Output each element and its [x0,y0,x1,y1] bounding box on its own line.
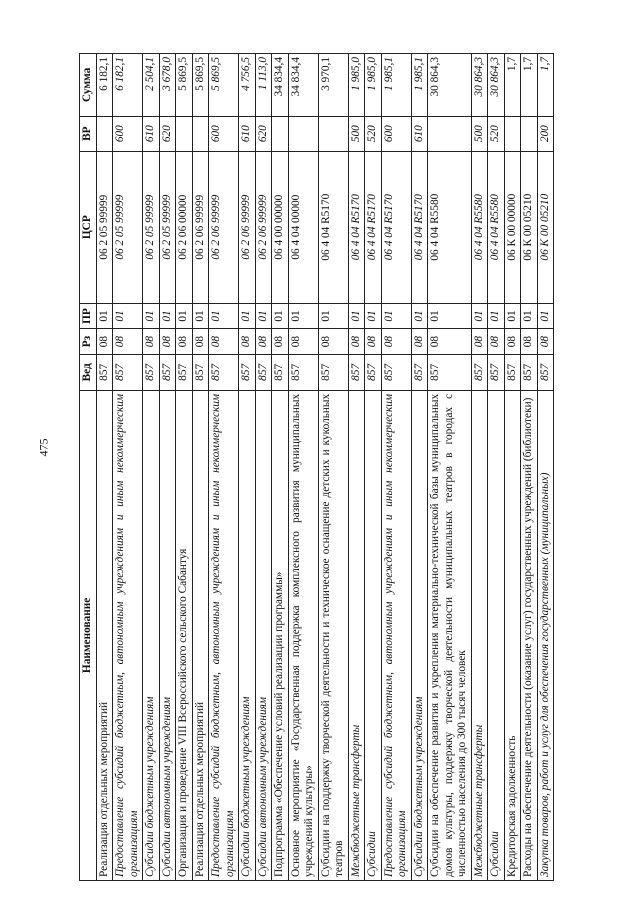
header-pr: ПР [80,303,97,329]
cell-pr: 01 [504,303,521,329]
cell-pr: 01 [209,303,239,329]
cell-vr: 520 [488,116,505,151]
cell-sum: 6 182,1 [96,54,113,117]
cell-rz: 08 [113,329,143,355]
cell-pr: 01 [272,303,289,329]
cell-rz: 08 [537,329,554,355]
cell-name: Межбюджетные трансферты [471,390,488,880]
header-sum: Сумма [80,54,97,117]
table-row [143,54,160,881]
cell-ved: 857 [113,354,143,390]
cell-vr: 610 [143,116,160,151]
cell-name: Предоставление субсидий бюджетным, автономным учреждениям и иным некоммерческим организациям [113,390,143,880]
cell-rz: 08 [96,329,113,355]
header-name: Наименование [80,390,97,880]
cell-vr: 600 [113,116,143,151]
cell-csr: 06 4 04 R5170 [411,151,428,303]
table-row [239,54,256,881]
header-vr: ВР [80,116,97,151]
table-row [159,54,176,881]
table-row [521,54,538,881]
cell-csr: 06 К 00 05210 [521,151,538,303]
cell-ved: 857 [209,354,239,390]
cell-vr: 200 [537,116,554,151]
cell-pr: 01 [365,303,382,329]
cell-rz: 08 [428,329,472,355]
cell-csr: 06 4 04 R5580 [428,151,472,303]
cell-vr: 610 [239,116,256,151]
cell-sum: 1,7 [504,54,521,117]
cell-csr: 06 2 06 99999 [209,151,239,303]
cell-rz: 08 [318,329,348,355]
rotated-page-content [79,53,597,881]
cell-ved: 857 [504,354,521,390]
cell-pr: 01 [96,303,113,329]
cell-vr [318,116,348,151]
cell-sum: 1 985,0 [365,54,382,117]
table-row [96,54,113,881]
cell-csr: 06 4 04 R5580 [488,151,505,303]
cell-pr: 01 [521,303,538,329]
cell-rz: 08 [143,329,160,355]
table-header-row [80,54,97,881]
cell-name: Субсидии бюджетным учреждениям [411,390,428,880]
cell-rz: 08 [209,329,239,355]
cell-name: Субсидии на поддержку творческой деятельности и техническое оснащение детских и кукольных театров [318,390,348,880]
cell-csr: 06 2 06 00000 [176,151,193,303]
cell-sum: 1,7 [521,54,538,117]
cell-sum: 30 864,3 [428,54,472,117]
cell-name: Субсидии на обеспечение развития и укрепления материально-технической базы муниципальных домов культуры, поддержку творческой деятельности муниципальных театров в городах с численностью населения до 300 тысяч человек [428,390,472,880]
cell-csr: 06 К 00 00000 [504,151,521,303]
table-row [288,54,318,881]
cell-sum: 5 869,5 [176,54,193,117]
cell-ved: 857 [272,354,289,390]
table-row [365,54,382,881]
cell-rz: 08 [288,329,318,355]
cell-vr [504,116,521,151]
cell-pr: 01 [159,303,176,329]
cell-name: Субсидии автономным учреждениям [159,390,176,880]
cell-rz: 08 [381,329,411,355]
cell-csr: 06 2 05 99999 [143,151,160,303]
cell-rz: 08 [255,329,272,355]
cell-sum: 3 678,0 [159,54,176,117]
table-row [176,54,193,881]
cell-rz: 08 [239,329,256,355]
cell-csr: 06 2 05 99999 [113,151,143,303]
cell-name: Субсидии [488,390,505,880]
cell-vr: 600 [381,116,411,151]
cell-sum: 6 182,1 [113,54,143,117]
cell-ved: 857 [411,354,428,390]
cell-csr: 06 4 04 00000 [288,151,318,303]
cell-vr [288,116,318,151]
cell-sum: 2 504,1 [143,54,160,117]
cell-csr: 06 2 06 99999 [192,151,209,303]
cell-vr: 520 [365,116,382,151]
page-number: 475 [36,438,51,457]
cell-pr: 01 [428,303,472,329]
cell-name: Межбюджетные трансферты [348,390,365,880]
cell-pr: 01 [239,303,256,329]
cell-name: Основное мероприятие «Государственная поддержка комплексного развития муниципальных учреждений культуры» [288,390,318,880]
table-row [488,54,505,881]
table-row [272,54,289,881]
cell-rz: 08 [471,329,488,355]
cell-sum: 30 864,3 [471,54,488,117]
cell-rz: 08 [192,329,209,355]
cell-ved: 857 [471,354,488,390]
cell-sum: 1 985,0 [348,54,365,117]
table-row [348,54,365,881]
header-ved: Вед [80,354,97,390]
table-row [113,54,143,881]
cell-vr [96,116,113,151]
cell-ved: 857 [428,354,472,390]
cell-sum: 4 756,5 [239,54,256,117]
cell-pr: 01 [288,303,318,329]
cell-rz: 08 [365,329,382,355]
cell-csr: 06 4 00 00000 [272,151,289,303]
cell-ved: 857 [176,354,193,390]
cell-vr [521,116,538,151]
table-row [318,54,348,881]
cell-sum: 1 985,1 [411,54,428,117]
cell-rz: 08 [411,329,428,355]
cell-pr: 01 [471,303,488,329]
cell-name: Подпрограмма «Обеспечение условий реализации программы» [272,390,289,880]
cell-rz: 08 [488,329,505,355]
cell-vr: 620 [255,116,272,151]
cell-pr: 01 [143,303,160,329]
cell-ved: 857 [159,354,176,390]
cell-csr: 06 4 04 R5170 [365,151,382,303]
cell-sum: 34 834,4 [288,54,318,117]
header-rz: Рз [80,329,97,355]
table-row [411,54,428,881]
cell-name: Субсидии [365,390,382,880]
cell-vr: 600 [209,116,239,151]
table-row [428,54,472,881]
cell-vr [428,116,472,151]
cell-rz: 08 [348,329,365,355]
cell-ved: 857 [288,354,318,390]
cell-sum: 34 834,4 [272,54,289,117]
cell-name: Реализация отдельных мероприятий [192,390,209,880]
cell-ved: 857 [318,354,348,390]
cell-rz: 08 [176,329,193,355]
cell-sum: 1,7 [537,54,554,117]
cell-pr: 01 [381,303,411,329]
cell-vr: 500 [471,116,488,151]
cell-csr: 06 2 05 99999 [96,151,113,303]
table-row [537,54,554,881]
cell-pr: 01 [318,303,348,329]
cell-pr: 01 [176,303,193,329]
cell-pr: 01 [537,303,554,329]
cell-sum: 5 869,5 [192,54,209,117]
cell-ved: 857 [255,354,272,390]
cell-name: Реализация отдельных мероприятий [96,390,113,880]
cell-rz: 08 [521,329,538,355]
cell-ved: 857 [192,354,209,390]
cell-ved: 857 [365,354,382,390]
cell-name: Предоставление субсидий бюджетным, автономным учреждениям и иным некоммерческим организациям [209,390,239,880]
cell-pr: 01 [255,303,272,329]
cell-csr: 06 4 04 R5580 [471,151,488,303]
table-row [471,54,488,881]
cell-sum: 30 864,3 [488,54,505,117]
cell-name: Кредиторская задолженность [504,390,521,880]
cell-csr: 06 2 05 99999 [159,151,176,303]
cell-rz: 08 [272,329,289,355]
cell-ved: 857 [381,354,411,390]
cell-vr [176,116,193,151]
cell-sum: 5 869,5 [209,54,239,117]
cell-vr: 620 [159,116,176,151]
table-row [192,54,209,881]
cell-csr: 06 4 04 R5170 [381,151,411,303]
cell-name: Предоставление субсидий бюджетным, автономным учреждениям и иным некоммерческим организациям [381,390,411,880]
cell-pr: 01 [488,303,505,329]
cell-name: Закупка товаров, работ и услуг для обеспечения государственных (муниципальных) [537,390,554,880]
cell-ved: 857 [488,354,505,390]
cell-sum: 3 970,1 [318,54,348,117]
cell-vr: 610 [411,116,428,151]
cell-vr: 500 [348,116,365,151]
cell-sum: 1 985,1 [381,54,411,117]
cell-ved: 857 [96,354,113,390]
cell-ved: 857 [143,354,160,390]
cell-ved: 857 [348,354,365,390]
table-row [504,54,521,881]
cell-name: Субсидии автономным учреждениям [255,390,272,880]
budget-table [79,53,554,881]
cell-csr: 06 4 04 R5170 [318,151,348,303]
table-row [381,54,411,881]
cell-name: Организация и проведение VIII Всероссийского сельского Сабантуя [176,390,193,880]
table-row [255,54,272,881]
cell-rz: 08 [159,329,176,355]
table-row [209,54,239,881]
cell-name: Субсидии бюджетным учреждениям [239,390,256,880]
cell-sum: 1 113,0 [255,54,272,117]
cell-vr [192,116,209,151]
cell-csr: 06 К 00 05210 [537,151,554,303]
cell-name: Расходы на обеспечение деятельности (оказание услуг) государственных учреждений (библиотеки) [521,390,538,880]
cell-pr: 01 [192,303,209,329]
cell-pr: 01 [411,303,428,329]
cell-rz: 08 [504,329,521,355]
cell-ved: 857 [521,354,538,390]
cell-pr: 01 [113,303,143,329]
cell-ved: 857 [239,354,256,390]
cell-csr: 06 2 06 99999 [239,151,256,303]
cell-csr: 06 4 04 R5170 [348,151,365,303]
header-csr: ЦСР [80,151,97,303]
cell-ved: 857 [537,354,554,390]
cell-pr: 01 [348,303,365,329]
cell-name: Субсидии бюджетным учреждениям [143,390,160,880]
cell-csr: 06 2 06 99999 [255,151,272,303]
cell-vr [272,116,289,151]
